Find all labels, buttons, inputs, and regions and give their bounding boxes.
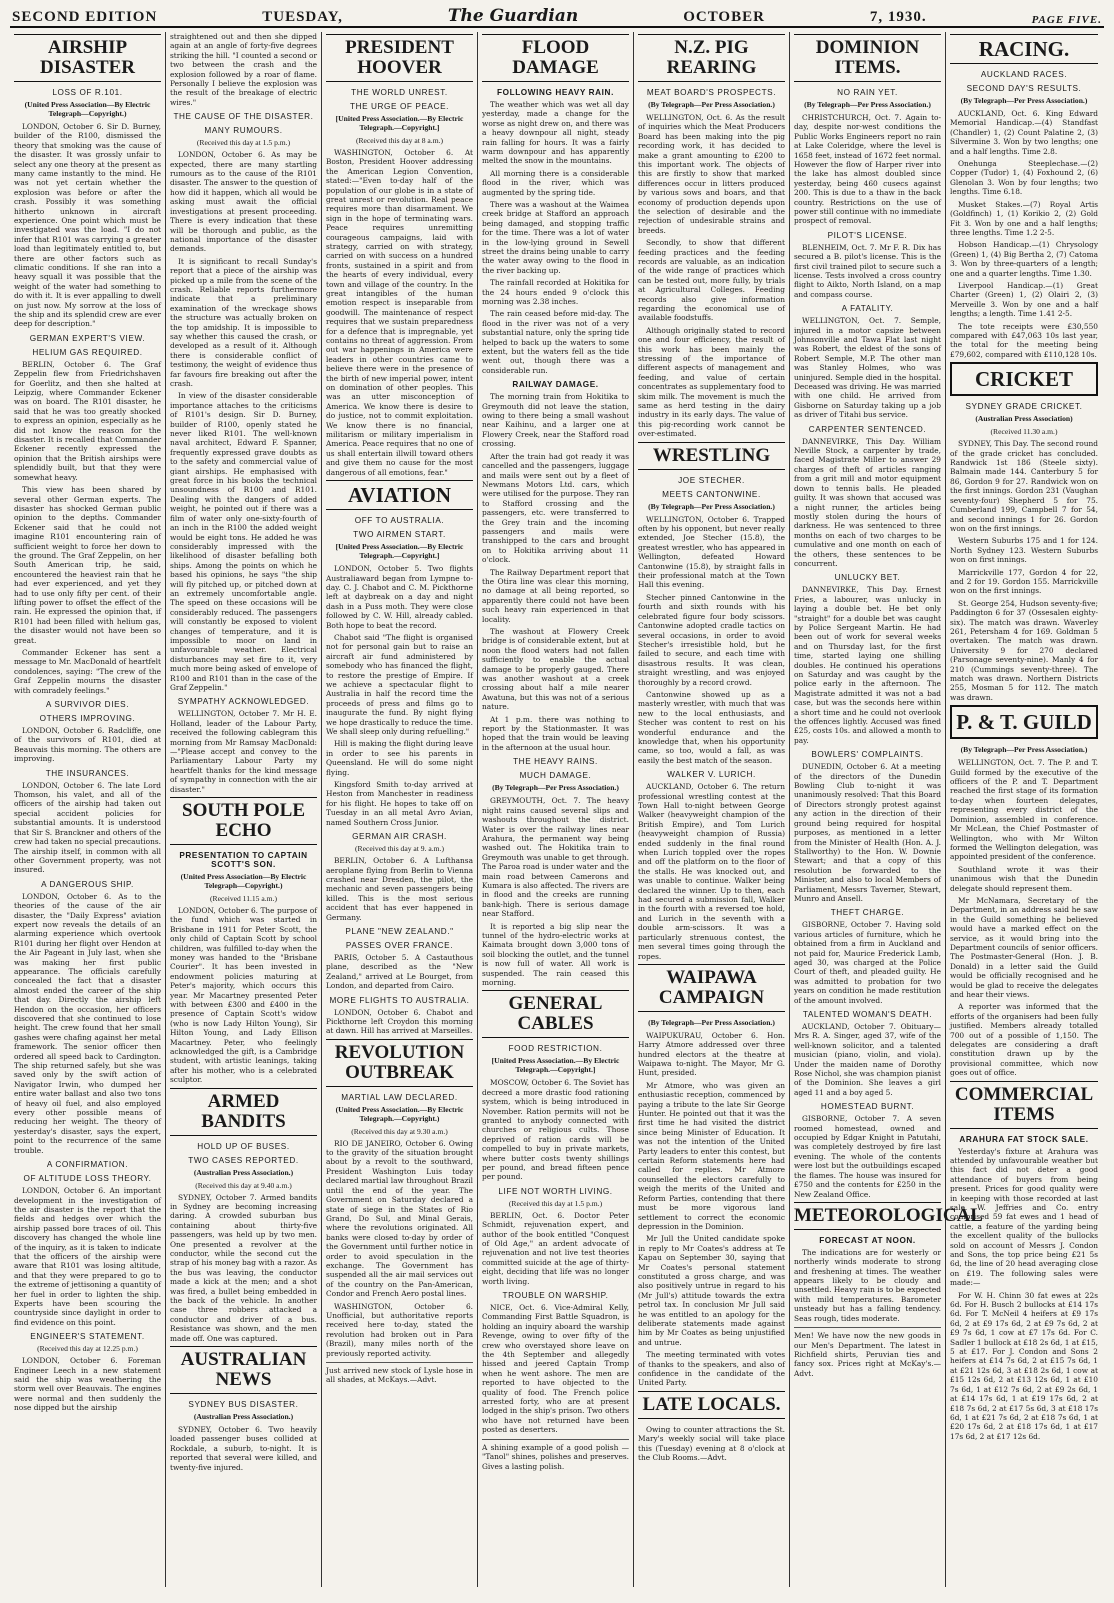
dominion-p7: GISBORNE, October 7. Having sold various articles of furniture, which he obtained from a firm in Auckland and not paid for, Maurice Frederick Lamb, aged 30, was charged at the Police Court of theft, and pleaded guilty. He was admitted to probation for two years on condition he made restitution of the amount involved. (794, 920, 941, 1005)
wrestling-p2: Stecher pinned Cantonwine in the fourth and sixth rounds with his celebrated figure four body scissors. Cantonwine adopted cradle tactics on several occasions, in order to avoid Stecher's irresistible hold, but he failed to secure, and each time with disastrous results. It was clean, straight wrestling, and was enjoyed thoroughly by a record crowd. (638, 592, 785, 687)
pt-guild-p2: Southland wrote it was their unanimous wish that the Dunedin delegate should represent them. (950, 864, 1098, 893)
column-airship-continued (166, 32, 322, 1587)
racing-p6: The tote receipts were £30,550 compared with £47,063 10s last year, the total for the meeting being £79,602, compared with £110,128 10s. (950, 321, 1098, 359)
flood-sub4: MUCH DAMAGE. (519, 771, 592, 781)
flood-p7: After the train had got ready it was cancelled and the passengers, luggage and mails were sent out by a fleet of Newmans Motors Ltd. cars, which were utilised for the purpose. They ran to Stafford crossing and the passengers, etc. were transferred to the Grey train and the incoming passengers and mails were transhipped to the cars and brought on to Hokitika arriving about 11 o'clock. (482, 451, 629, 565)
commercial-sub: ARAHURA FAT STOCK SALE. (959, 1134, 1089, 1144)
airship-sub4: A SURVIVOR DIES. (45, 700, 130, 710)
meteorological-sub: FORECAST AT NOON. (819, 1235, 916, 1245)
day-label: TUESDAY, (262, 9, 343, 25)
bandits-sub2: TWO CASES REPORTED. (188, 1155, 299, 1165)
racing-credit: (By Telegraph—Per Press Association.) (960, 96, 1088, 106)
cricket-p2: Western Suburbs 175 and 1 for 124. North Sydney 123. Western Suburbs won on first innings. (950, 536, 1098, 565)
dominion-p8: AUCKLAND, October 7. Obituary—Mrs R. A. Singer, aged 37, wife of the well-known solicitor, and a talented musician (piano, violin, and viola). Under the maiden name of Dorothy Rose Nichol, she was champion pianist of the Dominion. She leaves a girl aged 11 and a boy aged 5. (794, 1022, 941, 1097)
dominion-sub4: CARPENTER SENTENCED. (808, 424, 927, 434)
south-pole-headline: SOUTH POLE ECHO (170, 797, 317, 845)
revolution-received: (Received this day at 9.30 a.m.) (351, 1126, 448, 1136)
dominion-sub3: A FATALITY. (841, 304, 894, 314)
cables-received: (Received this day at 1.5 p.m.) (508, 1198, 603, 1208)
month-label: OCTOBER (683, 9, 765, 25)
cricket-sub: SYDNEY GRADE CRICKET. (965, 402, 1083, 412)
flood-p3: There was a washout at the Waimea creek bridge at Stafford an approach being damaged, and stopping traffic for the time. There was a lot of water in the low-lying ground in Sewell street the drains being unable to carry the water away owing to the flood in the river backing up. (482, 199, 629, 275)
aviation-headline: AVIATION (326, 480, 473, 510)
pig-headline: N.Z. PIG REARING (638, 34, 785, 82)
dominion-headline: DOMINION ITEMS. (794, 34, 941, 82)
flood-p1: The weather which was wet all day yesterday, made a change for the worse as night drew on, and there was a heavy downpour all night, steady rain falling for hours. It was a fairly warm downpour and has apparently melted the snow in the mountains. (482, 99, 629, 166)
flood-sub3: THE HEAVY RAINS. (513, 757, 598, 767)
column-flood (478, 32, 634, 1587)
airship-p6: LONDON, October 6. The late Lord Thomson, his valet, and all of the officers of the airship had taken out special accident policies for substantial amounts. It is understood that Sir S. Branckner and others of the crew had taken no special precautions. The airship itself, in common with all other Government property, was not insured. (14, 780, 162, 875)
hoover-sub1: THE WORLD UNREST. (351, 87, 448, 97)
pt-guild-p4: A reporter was informed that the efforts of the organisers had been fully justified. Members already totalled 700 out of a possible of 1,150. The delegates are considering a draft constitution drawn up by the provisional committee, which now goes out of office. (950, 1002, 1098, 1078)
airship-sub5: OTHERS IMPROVING. (39, 714, 136, 724)
revolution-sub: MARTIAL LAW DECLARED. (341, 1092, 458, 1102)
paper-name: The Guardian (447, 6, 579, 26)
flood-p5: The rain ceased before mid-day. The flood in the river was not of a very substantial nature, only the spring tide helped to back up the waters to some extent, but the waters fell as the tide went out, though there was a considerable run. (482, 309, 629, 375)
dominion-p1: CHRISTCHURCH, Oct. 7. Again to-day, despite nor-west conditions the Public Works Engineers report no rain at Lake Coleridge, where the level is 1658 feet, instead of 1672 feet normal. However the flow of Harper river into the lake has almost doubled since yesterday, being 460 cusecs against 200. This is due to a thaw in the back country. Restrictions on the use of power still continue with no immediate prospect of removal. (794, 112, 941, 226)
airship-p8: LONDON, October 6. An important development in the investigation of the air disaster is the report that the fields and hedges over which the airship passed bore traces of oil. This discovery has changed the whole line of the inquiry, as it is taken to indicate that the officers of the airship were aware that R101 was losing altitude, and that they were prepared to go to the extreme of jettisoning a quantity of her fuel in order to lighten the ship. Experts have been scouring the countryside since daylight in order to find evidence on this point. (14, 1186, 161, 1327)
flood-p10: At 1 p.m. there was nothing to report by the Stationmaster. It was hoped that the train would be leaving in the afternoon at the usual hour. (482, 714, 629, 752)
cricket-credit: (Australian Press Association) (975, 414, 1073, 424)
wrestling-p1: WELLINGTON, October 6. Trapped often by his opponent, but never really extended, Joe Stecher (15.8), the greatest wrestler, who has appeared in Wellington, defeated Howard Cantonwine (15.8), by straight falls in their professional match at the Town Hall this evening. (638, 514, 785, 590)
cables-p2: BERLIN, Oct. 6. Doctor Peter Schmidt, rejuvenation expert, and author of the book entitled "Conquest of Old Age," an ardent advocate of rejuvenation and not live test theories committed suicide at the age of thirty-eight, deciding that life was no longer worth living. (482, 1210, 629, 1286)
waipawa-p3: Mr Jull the United candidate spoke in reply to Mr Coates's address at Te Kapau on September 30, saying that Mr Coates's personal statement constituted a gross charge, and was also positively untrue in regard to his (Mr Jull's) attitude towards the extra petrol tax. In conclusion Mr Jull said he was entitled to an apology for the deliberate statements made against him by Mr Coates as being unjustified and untrue. (638, 1234, 785, 1347)
cables-sub3: TROUBLE ON WARSHIP. (502, 1291, 609, 1300)
australian-news-sub: SYDNEY BUS DISASTER. (188, 1399, 299, 1409)
dominion-p5: DANNEVIRKE, This Day. Ernest Fries, a labourer, was unlucky in laying a double bet. He bet only "straight" for a double bet was caught by Police Sergeant Martin. He had been out of work for several weeks and on Thursday last, for the first time, started laying one shilling doubles. He continued his operations on Saturday and was caught by the police early in the afternoon. The Magistrate admitted it was not a bad case, but was the seconds here within a short time and he could not overlook the offences lightly. Accused was fined £25, costs 10s. and allowed a month to pay. (794, 585, 941, 745)
revolution-credit: (United Press Association.—By Electric Telegraph.—Copyright.) (335, 1104, 464, 1123)
wrestling-credit: (By Telegraph—Per Press Association.) (648, 501, 775, 511)
dominion-p3: WELLINGTON, Oct. 7. Semple, injured in a motor capsize between Johnsonville and Tawa Flat last night was Robert, the eldest of the sons of Robert Semple, M.P. The other man was Stanley Holmes, who was uninjured. Semple died in the hospital. Deceased was driving. He was married with one child. He arrived from Gisborne on Saturday taking up a job as driver of Titahi bus service. (794, 316, 941, 420)
column-dominion (790, 32, 983, 1587)
column-racing (946, 32, 1102, 1587)
commercial-p1: Yesterday's fixture at Arahura was attended by unfavourable weather but this fact did not deter a good attendance of buyers from being present. Prices for good quality were in keeping with those recorded at last sale. W. Jeffries and Co. entry comprised 59 fat ewes and 1 head of cattle, a feature of the yarding being the excellent quality of the bullocks sold on account of Messrs J. Condon and Sons, the top price being £21 5s 6d, the line of 20 head averaging close on £19. The following sales were made:— (950, 1146, 1098, 1288)
flood-sub2: RAILWAY DAMAGE. (512, 380, 599, 390)
airship-p9: LONDON, October 6. Foreman Engineer Leech in a new statement said the ship was weathering the storm well over Beauvais. The engines were normal and then suddenly the nose dipped but the airship (14, 1356, 161, 1413)
airship2-sub1: THE CAUSE OF THE DISASTER. (173, 112, 314, 122)
aviation-p4: Kingsford Smith to-day arrived at Heston from Manchester in readiness for his flight. He hopes to take off on Tuesday in an all metal Avro Avian, named Southern Cross Junior. (326, 780, 473, 827)
flood-p4: The rainfall recorded at Hokitika for the 24 hours ended 9 o'clock this morning was 2.38 inches. (482, 278, 629, 306)
page-number: PAGE FIVE. (1031, 14, 1102, 26)
australian-news-credit: (Australian Press Association.) (193, 1411, 294, 1421)
airship-sub7: A DANGEROUS SHIP. (41, 879, 134, 889)
airship-p7: LONDON, October 6. As to the theories of the cause of the air disaster, the "Daily Express" aviation expert now reveals the details of an alarming experience which overtook R101 during her flight over Hendon at the Air Pageant in July last, when she was making her first public appearance. The officials carefully concealed the fact that a disaster almost ended the career of the ship that day. Directly the airship left Hendon on the occasion, her officers discovered that she continued to lose height. The crew found that her small gashes were chafing against her metal framework. The senior officer then ordered all speed back to Cardington. The ship returned safely, but she was saved only by the swift action of Navigator Irwin, who dumped her entire water ballast and also two tons of heavy oil fuel, and also employed every other possible means of reducing her weight. The theory of yesterday's disaster, says the expert, point to the recurrence of the same trouble. (14, 891, 161, 1155)
mckays-advert: Just arrived new stock of Lysle hose in all shades, at McKays.—Advt. (326, 1362, 473, 1385)
revolution-p1: RIO DE JANEIRO, October 6. Owing to the gravity of the situation brought about by a revolt to the southward, President Washington Luis today declared martial law throughout Brazil until the end of the year. The Government on Saturday declared a state of siege in the States of Rio Grand, Do Sul, and Minal Gerais, where the revolutions originated. All banks were closed to-day by order of the Government until further notice in order to avoid speculation in the exchange. The Government has suspended all the air mail services out of the country on the Pan-American, Condor and French Aero postal lines. (326, 1138, 473, 1299)
airship2-p2: LONDON, October 6. As may be expected, there are many startling rumours as to the cause of the R101 disaster. The answer to the question of how did it happen, which all would be asking must await the official investigations at present proceeding. There is every indication that these will be thorough and public, as the national importance of the disaster demands. (170, 150, 317, 254)
dominion-p4: DANNEVIRKE, This Day. William Neville Stock, a carpenter by trade, faced Magistrate Miller to answer 29 charges of theft of articles ranging from a grit mill and motor equipment down to tennis balls. He pleaded guilty. It was shown that accused was a night runner, the articles being mostly stolen during the hours of darkness. He was sentenced to three months on each of two charges to be cumulative and one month on each of the others, these sentences to be concurrent. (794, 436, 941, 568)
aviation-p5: BERLIN, October 6. A Lufthansa aeroplane flying from Berlin to Vienna crashed near Dresden, the pilot, the mechanic and seven passengers being killed. This is the most serious accident that has ever happened in Germany. (326, 856, 473, 922)
cricket-p3: Marrickville 177, Gordon 4 for 22, and 2 for 19. Gordon 155. Marrickville won on the first innings. (950, 567, 1098, 596)
commercial-p2: For W. H. Chinn 30 fat ewes at 22s 6d. For H. Busch 2 bullocks at £14 17s 6d. For T. McNeil 4 heifers at £9 17s 6d, 2 at £9 17s 6d, 2 at £9 7s 6d, 2 at £9 7s 6d, 1 cow at £7 17s 6d. For C. Sadler 1 bullock at £18 2s 6d, 1 at £15, 5 at £17. For J. Condon and Sons 2 heifers at £14 7s 6d, 2 at £15 7s 6d, 1 at £21 12s 6d, 3 at £18 2s 6d, 1 cow at £15 12s 6d, 2 at £13 12s 6d, 1 at £10 7s 6d, 1 at £12 7s 6d, 2 at £9 2s 6d, 1 at £14 17s 6d, 1 at £19 17s 6d, 2 at £18 7s 6d, 2 at £17 5s 6d, 3 at £18 17s 6d, 1 at £21 7s 6d, 2 at £18 7s 6d, 1 at £20 17s 6d, 2 at £18 17s 6d, 1 at £17 17s 6d, 2 at £17 12s 6d. (950, 1290, 1098, 1441)
cables-p1: MOSCOW, October 6. The Soviet has decreed a more drastic food rationing system, which is being introduced in November. Ration permits will not be granted to anybody connected with churches or religious cults. Those deprived of ration cards will be compelled to buy in private markets, where butter costs twenty shillings per pound, and bread fifteen pence per pound. (482, 1078, 629, 1182)
wrestling-p4: AUCKLAND, October 6. The return professional wrestling contest at the Town Hall to-night between George Walker (heavyweight champion of the British Empire), and Tom Lurich (heavyweight champion of Russia) ended suddenly in the final round when Lurich toppled over the ropes and off the platform on to the floor of the stalls. He was knocked out, and was unable to continue. Walker being declared the winner. Up to then, each had secured a submission fall, Walker in the fourth with a reversed toe hold, and Lurich in the seventh with a double arm-scissors. It was a particularly strenuous contest, the men several times going through the ropes. (638, 782, 785, 961)
flood-p9: The washout at Flowery Creek bridge is of considerable extent, but at noon the flood waters had not fallen sufficiently to enable the actual damage to be properly gauged. There was another washout at a creek crossing about half a mile nearer Awatuna, but this was not of a serious nature. (482, 627, 629, 712)
aviation-credit: [United Press Association.—By Electric Telegraph.—Copyright.] (335, 542, 464, 561)
waipawa-headline: WAIPAWA CAMPAIGN (638, 964, 785, 1012)
airship2-p5: WELLINGTON, October 7. Mr H. E. Holland, leader of the Labour Party, received the following cablegram this morning from Mr Ramsay MacDonald:—"Please accept and convey to the Parliamentary Labour Party my heartfelt thanks for the kind message of sympathy in connection with the air disaster." (170, 709, 317, 794)
hoover-p1: WASHINGTON, October 6. At Boston, President Hoover addressing the American Legion Convention, stated:—"Even to-day half of the population of our globe is in a state of great unrest or revolution. Real peace requires more than disarmament. We sign in the hope of terminating wars. Peace requires unremitting courageous campaigns, laid with strategy, carried on with strategy, carried on with success on a hundred fronts, sustained in a spirit and from the hearts of every individual, every town and village of the country. In the great intangibles of the human emotion respect is inseparable from goodwill. The maintenance of respect requires that we sustain preparedness for a defence that is impregnable, yet contains no threat of aggression. From out war happenings in America were leaders in other countries came to believe there were in the presence of the birth of new imperial power, intent on domination of other peoples. This was an utter misconception of America. We know there is desire to do justice, not to commit exploitation. We know there is no financial, militarism or military imperialism in America. Peace requires that no one of us shall entertain illwill toward others and give them no cause for the most dangerous of all emotions, fear." (326, 147, 473, 477)
cricket-p4: St. George 254, Hudson seventy-five; Paddington 6 for 37 (Ossesalen eighty-six). The match was drawn. Waverley 261, Petersham 4 for 169. Goldman 5 overtaken. The match was drawn. University 9 for 270 declared (Parsonage seventy-nine). Manly 4 for 210 (Cummings seventy-three). The match was drawn. Northern Districts 255, Mosman 5 for 112. The match was drawn. (950, 598, 1098, 702)
racing-headline: RACING. (950, 34, 1098, 64)
dominion-sub6: BOWLERS' COMPLAINTS. (811, 750, 924, 760)
masthead (10, 4, 1104, 28)
bandits-credit: (Australian Press Association.) (193, 1167, 294, 1177)
dominion-sub9: HOMESTEAD BURNT. (820, 1102, 915, 1112)
wrestling-sub3: WALKER V. LURICH. (667, 770, 756, 780)
airship-sub3: HELIUM GAS REQUIRED. (32, 347, 143, 357)
racing-p1: AUCKLAND, Oct. 6. King Edward Memorial Handicap.—(4) Standfast (Chandler) 1, (2) Count Palatine 2, (3) Silvermine 3. Won by two lengths; one and a half lengths. Time 2.8. (950, 109, 1098, 156)
hoover-credit: [United Press Association.—By Electric Telegraph.—Copyright.] (335, 113, 464, 132)
racing-p2: Onehunga Steeplechase.—(2) Copper (Tudor) 1, (4) Foxhound 2, (6) Glenolan 3. Won by four lengths; two lengths. Time 6.18. (950, 159, 1098, 197)
australian-news-headline: AUSTRALIAN NEWS (170, 1346, 317, 1394)
meteorological-headline: METEOROLOGICAL (794, 1202, 941, 1230)
aviation-p3: Hill is making the flight during leave in order to see his parents in Queensland. He will do some night flying. (326, 739, 473, 777)
airship-p3: This view has been shared by several other German experts. The disaster has shocked German public opinion to the depths. Commander Eckener said that he could not imagine R101 encountering rain of sufficient weight to force her down to the ground. The Graf Zeppelin, on her South American trip, he said, encountered the heaviest rain that he had ever experienced, and yet they had to use only fifty per cent. of their lifting power to offset the effect of the rain. He expressed the opinion that, if R101 had been filled with helium gas, the disaster would not have been so great. (14, 485, 161, 645)
flood-p12: It is reported a big slip near the tunnel of the hydro-electric works at Kaimata brought down 3,000 tons of soil blocking the outlet, and the tunnel is now full of water. All work is suspended. The rain ceased this morning. (482, 921, 629, 987)
airship-p4: Commander Eckener has sent a message to Mr. MacDonald of heartfelt condolences, saying: "The crew of the Graf Zeppelin mourns the disaster with comradely feelings." (14, 648, 161, 695)
flood-p11: GREYMOUTH, Oct. 7. The heavy night rains caused several slips and washouts throughout the district. Water is over the railway lines near Arahura, the permanent way being washed out. The Hokitika train to Greymouth was unable to get through. The Paroa road is under water and the main road between Camerons and Kumara is also affected. The rivers are in flood and the creeks are running bank-high. There is serious damage near Stafford. (482, 796, 629, 919)
pig-p2: Secondly, to show that different feeding practices and the feeding records are valuable, as an indication of the wide range of practices which can be tested out, more fully, by trials at Agricultural Colleges. Feeding records also give information regarding the economical use of available foodstuffs. (638, 238, 785, 323)
dominion-credit: (By Telegraph—Per Press Association.) (804, 99, 931, 109)
racing-p3: Musket Stakes.—(7) Royal Artis (Goldfinch) 1, (1) Korikio 2, (2) Gold Fit 3. Won by one and a half lengths; three lengths. Time 1.2 2-5. (950, 199, 1098, 237)
dominion-p9: GISBORNE, October 7. A seven roomed homestead, owned and occupied by Edgar Knight in Patutahi, was completely destroyed by fire last evening. The whole of the contents were lost but the outbuildings escaped the flames. The house was insured for £750 and the contents for £250 in the New Zealand Office. (794, 1114, 941, 1199)
south-pole-credit: (United Press Association—By Electric Telegraph—Copyright.) (180, 871, 307, 890)
dominion-sub7: THEFT CHARGE. (830, 908, 905, 918)
australian-news-p1: SYDNEY, October 6. Two heavily loaded passenger buses collided at Rockdale, a suburb, to-night. It is reported that several were killed, and twenty-five injured. (170, 1424, 317, 1472)
airship2-p1: straightened out and then she dipped again at an angle of forty-five degrees striking the hill. "I counted a second or two between the crash and the explosion followed by a roar of flame. Personally I believe the explosion was the result of the breakage of electric wires." (170, 32, 317, 107)
waipawa-p1: WAIPUKURAU, October 6. Hon. Harry Atmore addressed over three hundred electors at the theatre at Waipawa to-night. The Mayor, Mr G. Hunt, presided. (638, 1030, 785, 1078)
aviation-sub6: MORE FLIGHTS TO AUSTRALIA. (329, 995, 470, 1005)
dominion-sub2: PILOT'S LICENSE. (827, 230, 908, 240)
airship-sub9: OF ALTITUDE LOSS THEORY. (23, 1174, 152, 1184)
bandits-p1: SYDNEY, October 7. Armed bandits in Sydney are becoming increasing daring. A crowded suburban bus containing about thirty-five passengers, was held up by two men. One presented a revolver at the conductor, while the second cut the strap of his money bag with a razor. As the bus was leaving, the conductor made a kick at the men; and a shot was fired, a bullet being embedded in the back of the vehicle. In another case three robbers attacked a conductor and driver of a bus. Resistance was shown, and the men made off. One was captured. (170, 1192, 317, 1343)
airship-p5: LONDON, October 6. Radcliffe, one of the survivors of R101, died at Beauvais this morning. The others are improving. (14, 726, 161, 764)
racing-sub1: AUCKLAND RACES. (980, 70, 1068, 80)
cricket-headline: CRICKET (950, 362, 1098, 396)
airship-sub6: THE INSURANCES. (45, 768, 130, 778)
pig-p3: Although originally stated to record one and four efficiency, the result of this work has been mainly the stressing of the importance of different aspects of management and feeding, and value of certain concentrates as supplementary food to skim milk. The movement is much the same as herd testing in the dairy industry in its early days. The value of this pig-recording work cannot be over-estimated. (638, 325, 785, 439)
column-pig (634, 32, 790, 1587)
cables-p3: NICE, Oct. 6. Vice-Admiral Kelly, Commanding First Battle Squadron, is holding an inquiry aboard the warship Revenge, owing to over fifty of the crew who overstayed shore leave on the 4th September and allegedly hissed and jeered Captain Tromp when he went ashore. The men are reported to have objected to the quality of food. The French police arrested forty, who are at present lodged in the ship's prison. Two others who have not returned have been posted as deserters. (482, 1303, 629, 1435)
general-cables-headline: GENERAL CABLES (482, 990, 629, 1038)
airship2-sub2: MANY RUMOURS. (204, 126, 283, 136)
aviation-p2: Chabot said "The flight is organised not for personal gain but to raise an aircraft air fund administered by somebody who has financed the flight, to restore the prestige of Empire. If we achieve a spectacular flight to Australia in half the record time the proceeds of press and films go to inaugurate the fund. By night flying we hope drastically to reduce the time. We shall sleep only during refuelling." (326, 632, 473, 737)
cables-sub1: FOOD RESTRICTION. (508, 1044, 603, 1054)
dominion-p2: BLENHEIM, Oct. 7. Mr F. R. Dix has secured a B. pilot's license. This is the first civil trained pilot to secure such a license. Tests involved a cross country flight to Aikto, North Island, on a map and compass course. (794, 242, 941, 299)
south-pole-sub: PRESENTATION TO CAPTAIN SCOTT'S SON. (179, 850, 308, 869)
aviation-received: (Received this day at 9. a.m.) (355, 844, 444, 854)
airship-headline: AIRSHIP DISASTER (14, 34, 161, 82)
airship-sub1: LOSS OF R.101. (52, 87, 123, 97)
airship-p1: LONDON, October 6. Sir D. Burney, builder of the R100, dismissed the theory that smoking was the cause of the disaster. It was grossly unfair to select any one theory at the present as many came instantly to the mind. He was not yet certain whether the explosion was before or after the crash. Possibly it was something hitherto unknown in aircraft experience. One point which must be investigated was the load. "I do not infer that R101 was carrying a greater load than legitimately entitled to, but there are other factors such as climatic conditions. If she ran into a heavy squall it was possible that the weight of the water had something to do with it. It is ever appalling to dwell on just now. My sorrow at the loss of the ship and its splendid crew are ever deep for description." (14, 121, 161, 329)
airship-credit: (United Press Association—By Electric Telegraph—Copyright.) (24, 99, 151, 118)
flood-credit: (By Telegraph—Per Press Association.) (492, 783, 619, 793)
aviation-sub1: OFF TO AUSTRALIA. (354, 516, 445, 526)
racing-p4: Hobson Handicap.—(1) Chrysology (Green) 1, (4) Big Bertha 2, (7) Catoma 3. Won by three-quarters of a length; one and a quarter lengths. Time 1.30. (950, 240, 1098, 278)
dominion-p6: DUNEDIN, October 6. At a meeting of the directors of the Dunedin Bowling Club to-night it was unanimously resolved: That this Board of Directors strongly protest against any action in the direction of their ground being required for hospital purposes, as mentioned in a letter from the Minister of Health (Hon. A. J. Stallworthy) to the Hon. W. Downie Stewart; and that a copy of this resolution be forwarded to the Minister, and also to local Members of Parliament, Messrs Taverner, Stewart, Munro and Ansell. (794, 762, 941, 903)
pt-guild-p1: WELLINGTON, Oct. 7. The P. and T. Guild formed by the executive of the officers of the P. and T. Department reached the first stage of its formation to-day when fourteen delegates, representing every district of the Dominion, assembled in conference. Mr McLean, the Chief Postmaster of Wellington, who with Mr Wilton formed the Wellington delegation, was appointed president of the conference. (950, 758, 1098, 862)
flood-sub1: FOLLOWING HEAVY RAIN. (497, 87, 614, 97)
aviation-sub3: GERMAN AIR CRASH. (352, 832, 447, 842)
late-locals-p1: Owing to counter attractions the St. Mary's weekly social will take place this (Tuesday) evening at 8 o'clock at the Club Rooms.—Advt. (638, 1424, 785, 1462)
south-pole-p1: LONDON, October 6. The purpose of the fund which was started in Brisbane in 1911 for Peter Scott, the only child of Captain Scott by school children, was fulfilled to-day when the money was handed to the "Brisbane Courier". It has been invested in endowment policies maturing at Peter's majority, which occurs this year. Mr Macartney presented Peter with between £300 and £400 in the presence of Captain Scott's widow (who is now Lady Hilton Young), Sir Hilton Young, and Lady Ellison Macartney. Peter, who feelingly acknowledged the gift, is a Cambridge student, with artistic leanings, taking after his mother, who is a celebrated sculptor. (170, 905, 317, 1085)
airship2-sub3: SYMPATHY ACKNOWLEDGED. (177, 697, 310, 707)
airship2-p4: In view of the disaster considerable importance attaches to the criticisms of R101's design. Sir D. Burney, builder of R100, openly stated he never liked R101. The well-known naval architect, Edward F. Spanner, frequently expressed grave doubts as to the safety and commercial value of giant airships. He emphasised with great force in his books the technical unsoundness of R100 and R101. Dealing with the dangers of added weight, he pointed out if there was a film of water only one-sixty-fourth of an inch in the R100 the added weight would be eight tons. He added he was considerably impressed with the likelihood of disaster befalling both ships. Among the points on which he based his opinions, he says "the ship will fly pitched up, or pitched down at an extremely uncomfortable angle. The speed on these occasions will be considerably reduced. The passengers will constantly be exposed to violent changes of temperature, and it is impossible to moor on land in unfavourable weather. Electrical disturbances may set fire to it, very much more being asked of envelope of R100 and R101 than in the case of the Graf Zeppelin." (170, 391, 317, 692)
aviation-sub2: TWO AIRMEN START. (353, 530, 446, 540)
mens-dept-advert: Men! We have now the new goods in our Men's Department. The latest in Richfield shirts, Peruvian ties and fancy sox. Prices right at McKay's.—Advt. (794, 1327, 941, 1378)
bandits-headline: ARMED BANDITS (170, 1088, 317, 1136)
waipawa-p2: Mr Atmore, who was given an enthusiastic reception, commenced by paying a tribute to the late Sir George Hunter. He pointed out that it was the first time he had visited the district since being Minister of Education. It was not the intention of the United Party leaders to enter this contest, but certain Reform statements here had called for replies. Mr Atmore counselled the electors carefully to weigh the merits of the United and Reform Parties, contending that there must be more vigorous land settlement to correct the economic depression in the Dominion. (638, 1080, 785, 1231)
wrestling-headline: WRESTLING (638, 442, 785, 470)
aviation-p7: LONDON, October 6. Chabot and Pickthorne left Croydon this morning at dawn. Hill has arrived at Marseilles. (326, 1007, 473, 1036)
meteorological-p1: The indications are for westerly or northerly winds moderate to strong and freshening at times. The weather appears likely to be cloudy and unsettled. Heavy rain is to be expected with mild temperatures. Barometer unsteady but has a falling tendency. Seas rough, tides moderate. (794, 1247, 941, 1323)
airship-sub8: A CONFIRMATION. (46, 1160, 129, 1170)
airship-sub2: GERMAN EXPERT'S VIEW. (29, 333, 146, 343)
pig-credit: (By Telegraph—Per Press Association.) (648, 99, 775, 109)
revolution-headline: REVOLUTION OUTBREAK (326, 1039, 473, 1087)
revolution-p2: WASHINGTON, October 6. Unofficial, but authoritative reports received here to-day, stated the revolution had broken out in Para (Brazil), many miles north of the previously reported activity. (326, 1301, 473, 1358)
flood-p6: The morning train from Hokitika to Greymouth did not leave the station, owing to there being a small washout near Kaihinu, and a larger one at Flowery Creek, near the Stafford road crossing. (482, 392, 629, 449)
flood-headline: FLOOD DAMAGE (482, 34, 629, 82)
waipawa-p4: The meeting terminated with votes of thanks to the speakers, and also of confidence in the candidate of the United Party. (638, 1350, 785, 1388)
aviation-sub4: PLANE "NEW ZEALAND." (345, 926, 454, 936)
waipawa-credit: (By Telegraph—Per Press Association.) (648, 1017, 775, 1027)
pig-sub1: MEAT BOARD'S PROSPECTS. (646, 87, 777, 97)
south-pole-received: (Received 11.15 a.m.) (210, 893, 277, 903)
commercial-headline: COMMERCIAL ITEMS (950, 1081, 1098, 1129)
dominion-sub1: NO RAIN YET. (837, 87, 898, 97)
airship-sub10: ENGINEER'S STATEMENT. (30, 1332, 145, 1342)
tanol-advert: A shining example of a good polish — "Tanol" shines, polishes and preserves. Gives a lasting polish. (482, 1439, 629, 1471)
airship-p2: BERLIN, October 6. The Graf Zeppelin flew from Friedrichshaven for Goerlitz, and then she halted at Leipzig, where Commander Eckener was on board. The R101 disaster, he said that he was too greatly shocked to express an opinion, especially as he did not know the reason for the disaster. It is recalled that Commander Eckener recently expressed the opinion that the British airships were splendidly built, but that they were somewhat heavy. (14, 359, 161, 482)
racing-sub2: SECOND DAY'S RESULTS. (966, 84, 1082, 94)
cables-credit: [United Press Association.—By Electric Telegraph.—Copyright.] (491, 1056, 620, 1075)
columns (10, 32, 1104, 1587)
cricket-p1: SYDNEY, This Day. The second round of the grade cricket has concluded. Randwick 1st 186 (Steele sixty). Balmain made 144. Canterbury 5 for 86, Gordon 9 for 27. Randwick won on the first innings. Gordon 231 (Vaughan seventy-four) Shepherd 5 for 75. Cumberland 199, Campbell 7 for 54, and second innings 1 for 26. Gordon won on the first innings. (950, 439, 1099, 533)
airship2-p3: It is significant to recall Sunday's report that a piece of the airship was picked up a mile from the scene of the crash. Reliable reports furthermore indicate that a preliminary examination of the wreckage shows the structure was actually broken on the top amidship. It is impossible to say whether this caused the crash, or developed as a result of it. Although there is considerable conflict of testimony, the weight of evidence thus far favours fire breaking out after the crash. (170, 256, 317, 388)
wrestling-p3: Cantonwine showed up as a masterly wrestler, with much that was new to the local enthusiasts, and Stecher was content to rest on his wonderful endurance and the knowledge that, when his opportunity came, so too, would a fall, as was easily the best match of the season. (638, 689, 785, 765)
pt-guild-headline: P. & T. GUILD (950, 705, 1098, 739)
airship-received: (Received this day at 12.25 p.m.) (37, 1344, 138, 1354)
flood-p8: The Railway Department report that the Otira line was clear this morning, no damage at all being reported, so apparently there could not have been such heavy rain experienced in that locality. (482, 567, 629, 624)
cricket-received: (Received 11.30 a.m.) (990, 427, 1058, 437)
aviation-sub5: PASSES OVER FRANCE. (345, 940, 454, 950)
wrestling-sub2: MEETS CANTONWINE. (662, 489, 761, 499)
pt-guild-credit: (By Telegraph—Per Press Association.) (960, 745, 1088, 755)
racing-p5: Liverpool Handicap.—(1) Great Charter (Green) 1, (2) Olairi 2, (3) Merveille 3. Won by one and a half lengths; a length. Time 1.41 2-5. (950, 280, 1098, 319)
column-airship (10, 32, 166, 1587)
hoover-received: (Received this day at 8 a.m.) (355, 135, 444, 145)
cables-sub2: LIFE NOT WORTH LIVING. (498, 1186, 613, 1196)
bandits-sub1: HOLD UP OF BUSES. (197, 1141, 290, 1151)
edition-label: SECOND EDITION (12, 9, 158, 25)
wrestling-sub1: JOE STECHER. (678, 475, 745, 485)
hoover-sub2: THE URGE OF PEACE. (349, 101, 450, 111)
late-locals-headline: LATE LOCALS. (638, 1391, 785, 1419)
dominion-sub5: UNLUCKY BET. (834, 573, 901, 583)
newspaper-page (10, 4, 1104, 1589)
aviation-p1: LONDON, October 5. Two flights Australiaward began from Lympne to-day. C. J. Chabot and C. M. Pickthorne left at daybreak on a day and night dash in a Puss moth. They were close followed by C. W. Hill, already cabled. Both hope to beat the record. (326, 564, 473, 630)
pt-guild-p3: Mr McNamara, Secretary of the Department, in an address said he saw in the Guild something he believed would have a marked effect on the service, as it would bring into the Department councils of senior officers. The Postmaster-General (Hon. J. B. Donald) in a letter said the Guild would be officially recognised and he would be glad to receive the delegates and hear their views. (950, 895, 1098, 1000)
hoover-headline: PRESIDENT HOOVER (326, 34, 473, 82)
aviation-p6: PARIS, October 5. A Castauthous plane, described as the "New Zealand," arrived at Le Bourget, from London, and departed from Cairo. (326, 952, 473, 991)
bandits-received: (Received this day at 9.40 a.m.) (195, 1180, 292, 1190)
dominion-sub8: TALENTED WOMAN'S DEATH. (802, 1010, 933, 1019)
airship2-received: (Received this day at 1.5 p.m.) (196, 138, 291, 148)
flood-p2: All morning there is a considerable flood in the river, which was augmented by the spring tide. (482, 168, 629, 197)
column-hoover (322, 32, 478, 1587)
date-label: 7, 1930. (869, 9, 927, 25)
pig-p1: WELLINGTON, Oct. 6. As the result of inquiries which the Meat Producers Board has been making into the pig recording work, it has decided to make a grant amounting to £200 to this important work. The objects of this are firstly to show that marked differences occur in litters produced by various sows and boars, and that economy of production depends upon the selection of desirable and the rejection of undesirable strains and breeds. (638, 112, 785, 235)
